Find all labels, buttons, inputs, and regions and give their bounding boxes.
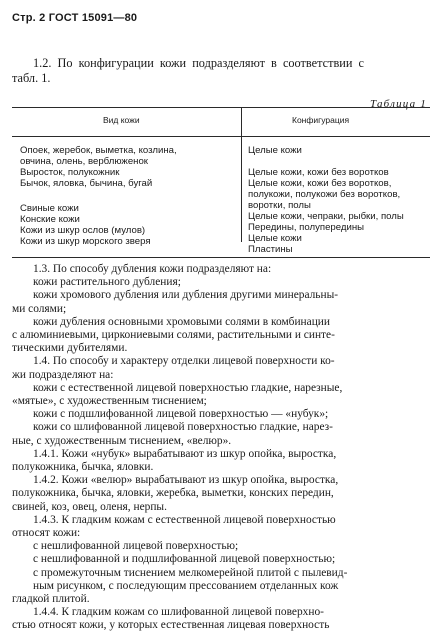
table-cell-right: Целые кожи, кожи без воротков xyxy=(248,167,389,178)
paragraph-line: полукожника, бычка, яловки. xyxy=(12,461,154,473)
paragraph-line: ми солями; xyxy=(12,302,67,315)
paragraph-line: с нешлифованной лицевой поверхностью; xyxy=(33,540,239,553)
table-cell-left: Опоек, жеребок, выметка, козлина, xyxy=(20,145,177,156)
table-cell-right: Целые кожи, кожи без воротков, xyxy=(248,178,392,189)
table-cell-left: Свиные кожи xyxy=(20,203,79,214)
paragraph-line: ные, с художественным тиснением, «велюр». xyxy=(12,434,232,447)
paragraph-line: кожи с подшлифованной лицевой поверхностью — «нубук»; xyxy=(33,408,329,421)
paragraph-line: тическими дубителями. xyxy=(12,342,128,355)
paragraph-line: 1.4.2. Кожи «велюр» вырабатывают из шкур опойка, выростка, xyxy=(33,474,339,487)
intro-line-2: табл. 1. xyxy=(12,71,51,85)
paragraph-line: с алюминиевыми, циркониевыми солями, растительными и синте- xyxy=(12,329,335,341)
table-cell-left: Кожи из шкур морского зверя xyxy=(20,236,151,247)
paragraph-line: относят кожи: xyxy=(12,527,81,539)
table-cell-left: Выросток, полукожник xyxy=(20,167,120,178)
table-cell-left: овчина, олень, верблюженок xyxy=(20,156,149,167)
table-header-rule xyxy=(12,136,430,137)
paragraph-line: 1.3. По способу дубления кожи подразделяют на: xyxy=(33,263,272,275)
table-cell-left: Кожи из шкур ослов (мулов) xyxy=(20,225,146,236)
paragraph-line: жи подразделяют на: xyxy=(12,368,114,381)
paragraph-line: свиней, коз, овец, оленя, нерпы. xyxy=(12,500,167,513)
table-column-divider xyxy=(241,107,242,242)
paragraph-line: кожи хромового дубления или дубления другими минеральны- xyxy=(33,289,339,302)
paragraph-line: кожи растительного дубления; xyxy=(33,276,181,289)
paragraph-line: 1.4.3. К гладким кожам с естественной лицевой поверхностью xyxy=(33,513,336,526)
paragraph-line: 1.4.1. Кожи «нубук» вырабатывают из шкур опойка, выростка, xyxy=(33,447,337,460)
table-col1-header: Вид кожи xyxy=(103,115,140,125)
paragraph-line: полукожника, бычка, яловки, жеребка, выметки, конских передин, xyxy=(12,487,334,500)
paragraph-line: гладкой плитой. xyxy=(12,593,90,605)
table-top-rule xyxy=(12,107,430,108)
paragraph-line: с нешлифованной и подшлифованной лицевой поверхностью; xyxy=(33,553,336,566)
page-header: Стр. 2 ГОСТ 15091—80 xyxy=(12,12,138,24)
table-cell-right: воротки, полы xyxy=(248,200,311,211)
table-cell-right: Целые кожи xyxy=(248,145,302,156)
paragraph-line: «мятые», с художественным тиснением; xyxy=(12,395,207,407)
table-title: Таблица 1 xyxy=(370,98,427,110)
table-cell-right: Целые кожи xyxy=(248,233,302,244)
paragraph-line: ным рисунком, с последующим прессованием отделанных кож xyxy=(33,579,339,592)
paragraph-line: кожи с естественной лицевой поверхностью гладкие, нарезные, xyxy=(33,381,343,394)
table-cell-right: Пластины xyxy=(248,244,293,255)
table-cell-right: Целые кожи, чепраки, рыбки, полы xyxy=(248,211,404,222)
table-cell-left: Конские кожи xyxy=(20,214,80,225)
paragraph-line: 1.4. По способу и характеру отделки лицевой поверхности ко- xyxy=(33,355,335,368)
table-bottom-rule xyxy=(12,257,430,258)
paragraph-line: 1.4.4. К гладким кожам со шлифованной лицевой поверхно- xyxy=(33,606,324,619)
paragraph-line: с промежуточным тиснением мелкомерейной плитой с пылевид- xyxy=(33,566,348,579)
table-cell-right: полукожи, полукожи без воротков, xyxy=(248,189,401,200)
table-cell-right: Передины, полупередины xyxy=(248,222,365,233)
paragraph-line: кожи со шлифованной лицевой поверхностью гладкие, нарез- xyxy=(33,421,333,434)
paragraph-line: кожи дубления основными хромовыми солями в комбинации xyxy=(33,315,330,328)
table-cell-left: Бычок, яловка, бычина, бугай xyxy=(20,178,153,189)
table-col2-header: Конфигурация xyxy=(292,115,350,125)
intro-line-1: 1.2. По конфигурации кожи подразделяют в соответствии с xyxy=(33,56,364,70)
paragraph-line: стью относят кожи, у которых естественная лицевая поверхность xyxy=(12,619,330,632)
